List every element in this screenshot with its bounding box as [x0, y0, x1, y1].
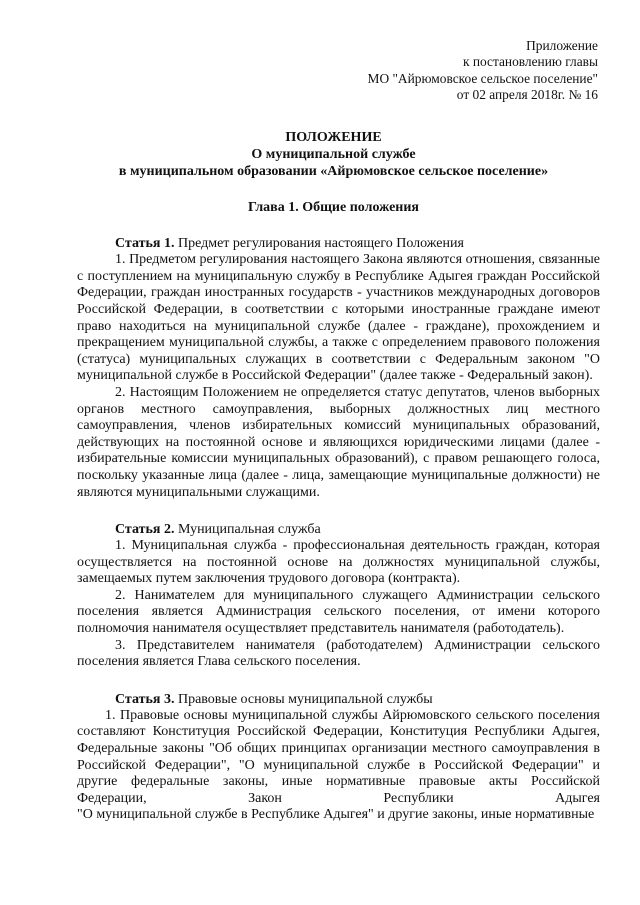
annex-block [77, 38, 598, 103]
article-3-paragraph-1-continued: "О муниципальной службе в Республике Адыгея" и другие законы, иные нормативные [77, 807, 595, 823]
article-3-label: Статья 3. [115, 691, 175, 707]
article-2-paragraph-2: 2. Нанимателем для муниципального служащего Администрации сельского поселения является Администрация сельского поселения, от имени которого полномочия нанимателя осуществляет представитель нанимателя (работодатель). [77, 587, 600, 637]
article-3-heading [115, 691, 600, 708]
annex-line-2: к постановлению главы [462, 54, 598, 70]
article-2-paragraph-3: 3. Представителем нанимателя (работодателем) Администрации сельского поселения является Глава сельского поселения. [77, 637, 600, 670]
article-1-paragraph-2: 2. Настоящим Положением не определяется статус депутатов, членов выборных органов местного самоуправления, выборных должностных лиц местного самоуправления, членов избирательных комиссий муниципальных образований, действующих на постоянной основе и являющихся юридическими лицами (далее - избирательные комиссии муниципальных образований), с правом решающего голоса, поскольку указанные лица (далее - лица, замещающие муниципальные должности) не являются муниципальными служащими. [77, 384, 600, 500]
article-3-title: Правовые основы муниципальной службы [174, 691, 433, 707]
article-2-label: Статья 2. [115, 522, 175, 538]
article-2-heading [115, 521, 600, 538]
document-title [67, 129, 600, 180]
article-2-paragraph-1: 1. Муниципальная служба - профессиональная деятельность граждан, которая осуществляется на постоянной основе на должностях муниципальной службы, замещаемых путем заключения трудового договора (контракта). [77, 538, 600, 587]
article-1-title: Предмет регулирования настоящего Положения [174, 236, 464, 252]
article-1-paragraph-1: 1. Предметом регулирования настоящего Закона являются отношения, связанные с поступлением на муниципальную службу в Республике Адыгея граждан Российской Федерации, граждан иностранных государств - участников международных договоров Российской Федерации, в соответствии с которыми иностранные граждане имеют право находиться на муниципальной службе (далее - граждане), прохождением и прекращением муниципальной службы, а также с определением правового положения (статуса) муниципальных служащих в соответствии с Федеральным законом "О муниципальной службе в Российской Федерации" (далее также - Федеральный закон). [77, 252, 600, 384]
article-1-label: Статья 1. [115, 236, 175, 252]
chapter-1-heading: Глава 1. Общие положения [247, 200, 419, 216]
title-line-2: О муниципальной службе [251, 147, 416, 163]
title-line-3: в муниципальном образовании «Айрюмовское сельское поселение» [118, 164, 549, 180]
annex-line-1: Приложение [526, 38, 598, 53]
annex-line-3: МО "Айрюмовское сельское поселение" [367, 70, 598, 86]
annex-line-4: от 02 апреля 2018г. № 16 [456, 86, 598, 102]
title-line-1: ПОЛОЖЕНИЕ [285, 130, 382, 146]
article-2-title: Муниципальная служба [174, 522, 321, 538]
article-3-paragraph-1: 1. Правовые основы муниципальной службы Айрюмовского сельского поселения составляют Конституция Российской Федерации, Конституция Республики Адыгея, Федеральные законы "Об общих принципах организации местного самоуправления в Российской Федерации", "О муниципальной службе в Российской Федерации" и другие федеральные законы, иные нормативные правовые акты Российской Федерации, Закон Республики Адыгея [77, 707, 600, 806]
article-1-heading [115, 235, 600, 252]
